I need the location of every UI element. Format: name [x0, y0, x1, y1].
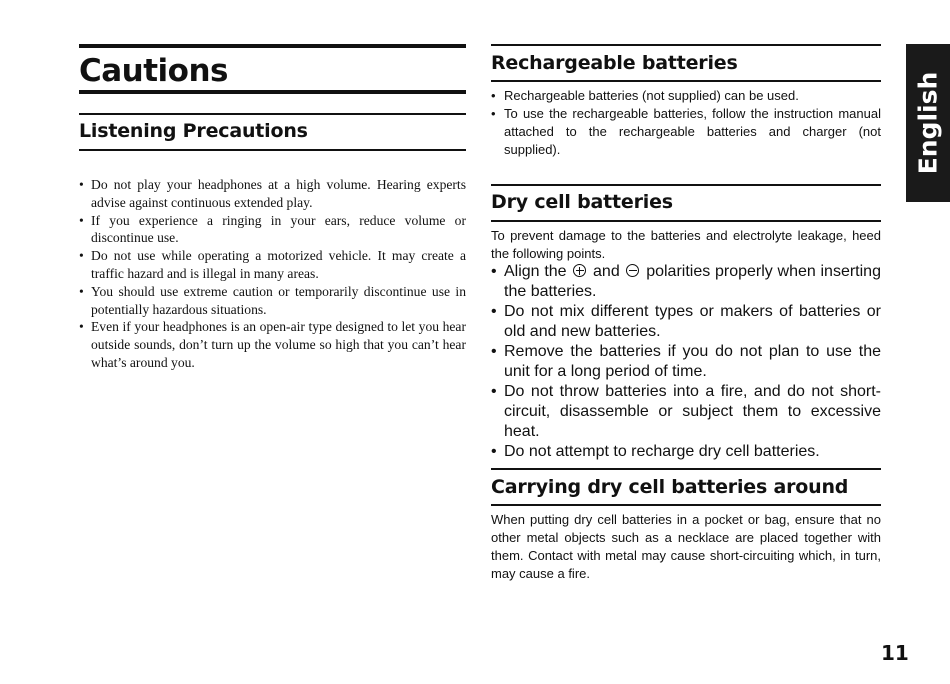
listening-bottom-rule [79, 149, 466, 151]
rechargeable-top-rule [491, 44, 881, 46]
rechargeable-bottom-rule [491, 80, 881, 82]
bullet: • [491, 88, 496, 103]
list-item: • Rechargeable batteries (not supplied) can be used. [491, 88, 799, 103]
language-tab-label: English [913, 71, 943, 175]
bullet: • [491, 263, 497, 280]
list-item: • To use the rechargeable batteries, follow the instruction manual attached to the rechargeable batteries and charger (not supplied). [491, 106, 881, 157]
language-tab [906, 44, 950, 202]
list-item: • Even if your headphones is an open-air type designed to let you hear outside sounds, don’t turn up the volume so high that you can’t hear what’s around you. [79, 319, 466, 370]
plus-polarity-icon [573, 264, 586, 277]
carrying-bottom-rule [491, 504, 881, 506]
dry-cell-heading: Dry cell batteries [491, 191, 673, 213]
list-item: • Do not play your headphones at a high volume. Hearing experts advise against continuous extended play. [79, 177, 466, 210]
list-item: • Align the and polarities properly when inserting the batteries. [491, 263, 881, 300]
carrying-text: When putting dry cell batteries in a pocket or bag, ensure that no other metal objects such as a necklace are placed together with them. Contact with metal may cause short-circuiting which, in turn, may cause a fire. [491, 512, 881, 581]
carrying-top-rule [491, 468, 881, 470]
list-item: • Remove the batteries if you do not plan to use the unit for a long period of time. [491, 343, 881, 380]
list-item: • If you experience a ringing in your ears, reduce volume or discontinue use. [79, 212, 466, 246]
carrying-heading: Carrying dry cell batteries around [491, 476, 849, 498]
dry-cell-list [491, 262, 881, 462]
page-number: 11 [881, 641, 909, 665]
dry-cell-intro: To prevent damage to the batteries and electrolyte leakage, heed the following points. [491, 228, 881, 261]
bullet: • [79, 177, 84, 192]
listening-top-rule [79, 113, 466, 115]
bullet: • [491, 443, 497, 460]
rechargeable-heading: Rechargeable batteries [491, 52, 738, 74]
minus-polarity-icon [626, 264, 639, 277]
rechargeable-list [491, 87, 881, 159]
bullet: • [491, 343, 497, 360]
bullet: • [79, 248, 84, 264]
dry-cell-bottom-rule [491, 220, 881, 222]
list-item: • Do not attempt to recharge dry cell batteries. [491, 443, 820, 460]
bullet: • [491, 106, 496, 121]
listening-heading: Listening Precautions [79, 120, 308, 142]
bullet: • [491, 383, 497, 400]
title-bottom-rule [79, 90, 466, 94]
dry-cell-top-rule [491, 184, 881, 186]
list-item: • You should use extreme caution or temporarily discontinue use in potentially hazardous situations. [79, 283, 466, 317]
bullet: • [79, 283, 84, 299]
bullet: • [79, 212, 84, 228]
page-title: Cautions [79, 53, 229, 89]
list-item: • Do not use while operating a motorized vehicle. It may create a traffic hazard and is illegal in many areas. [79, 248, 466, 281]
bullet: • [491, 303, 497, 320]
title-top-rule [79, 44, 466, 48]
list-item: • Do not mix different types or makers of batteries or old and new batteries. [491, 303, 881, 340]
listening-list [79, 176, 466, 372]
bullet: • [79, 319, 84, 335]
list-item: • Do not throw batteries into a fire, and do not short-circuit, disassemble or subject them to excessive heat. [491, 383, 881, 440]
